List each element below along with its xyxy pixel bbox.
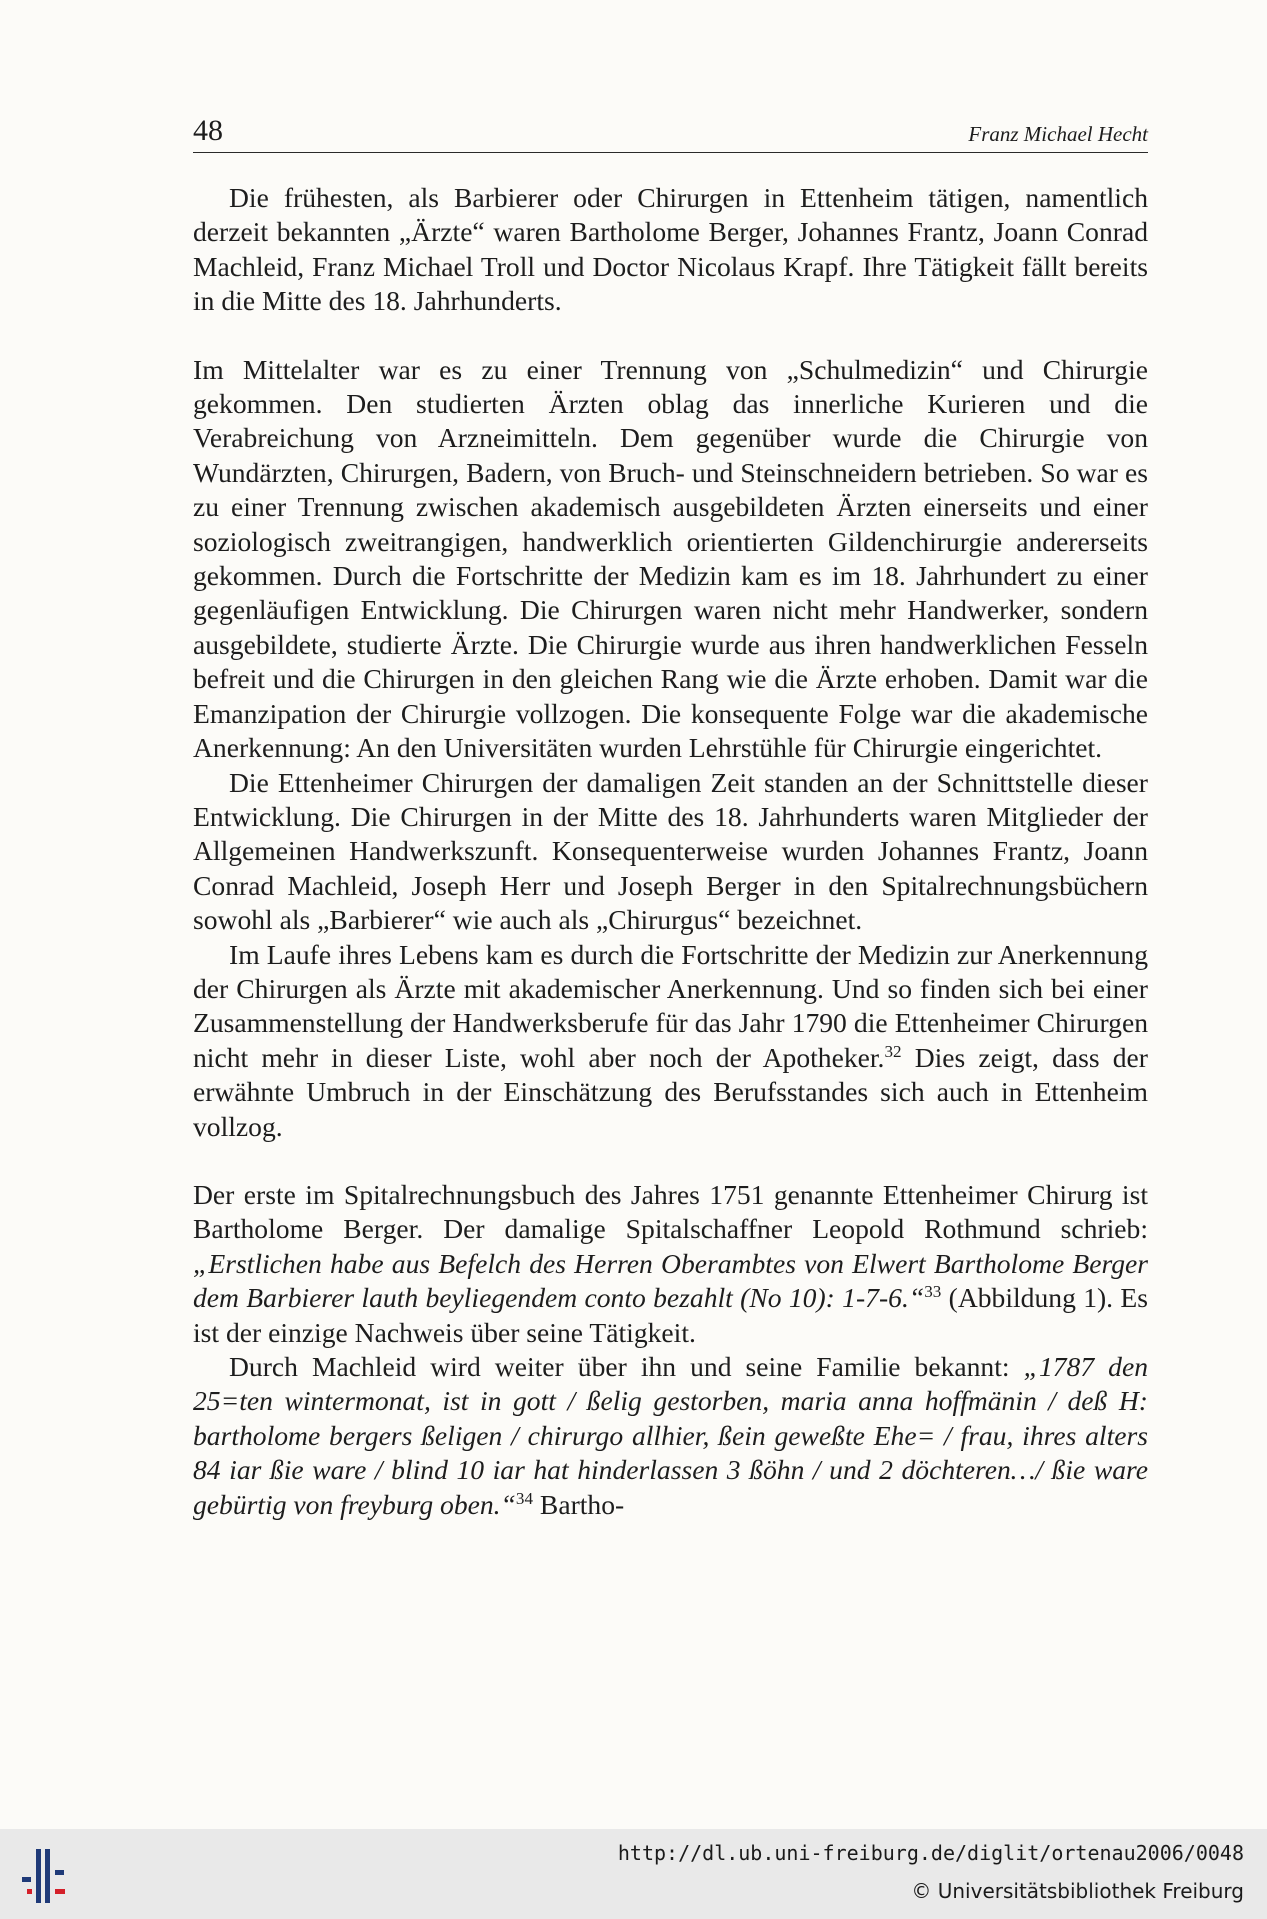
ub-freiburg-logo-icon <box>14 1847 82 1905</box>
quoted-source-text: „Erstlichen habe aus Befelch des Herren Oberambtes von Elwert Bartholome Berger dem Barbierer lauth beyliegendem conto bezahlt (No 10): 1-7-6.“ <box>193 1247 1148 1314</box>
paragraph <box>193 181 1148 319</box>
paragraph-text: Bartho- <box>533 1488 625 1520</box>
footer-bar <box>0 1829 1267 1919</box>
running-head: Franz Michael Hecht <box>968 122 1148 146</box>
page-number: 48 <box>193 114 223 147</box>
paragraph <box>193 766 1148 938</box>
paragraph-text: Die frühesten, als Barbierer oder Chirurgen in Ettenheim tätigen, namentlich derzeit bekannten „Ärzte“ waren Bartholome Berger, Johannes Frantz, Joann Conrad Machleid, Franz Michael Troll und Doctor Nicolaus Krapf. Ihre Tätigkeit fällt bereits in die Mitte des 18. Jahrhunderts. <box>193 182 1148 317</box>
paragraph-text: Der erste im Spitalrechnungsbuch des Jahres 1751 genannte Ettenheimer Chirurg ist Bartholome Berger. Der damalige Spitalschaffner Leopold Rothmund schrieb: <box>193 1178 1148 1245</box>
footnote-reference: 32 <box>884 1041 902 1061</box>
page-header <box>193 112 1148 153</box>
paragraph-text: Die Ettenheimer Chirurgen der damaligen Zeit standen an der Schnittstelle dieser Entwicklung. Die Chirurgen in der Mitte des 18. Jahrhunderts waren Mitglieder der Allgemeinen Handwerkszunft. Konsequenterweise wurden Johannes Frantz, Joann Conrad Machleid, Joseph Herr und Joseph Berger in den Spitalrechnungsbüchern sowohl als „Barbierer“ wie auch als „Chirurgus“ bezeichnet. <box>193 766 1148 936</box>
paragraph-text: Im Laufe ihres Lebens kam es durch die Fortschritte der Medizin zur Anerkennung der Chirurgen als Ärzte mit akademischer Anerkennung. Und so finden sich bei einer Zusammenstellung der Handwerksberufe für das Jahr 1790 die Ettenheimer Chirurgen nicht mehr in dieser Liste, wohl aber noch der Apotheker. <box>193 938 1148 1073</box>
paragraph-text: Durch Machleid wird weiter über ihn und seine Familie bekannt: <box>229 1351 1024 1382</box>
paragraph-text: Im Mittelalter war es zu einer Trennung von „Schulmedizin“ und Chirurgie gekommen. Den studierten Ärzten oblag das innerliche Kurieren und die Verabreichung von Arzneimitteln. Dem gegenüber wurde die Chirurgie von Wundärzten, Chirurgen, Badern, von Bruch- und Steinschneidern betrieben. So war es zu einer Trennung zwischen akademisch ausgebildeten Ärzten einerseits und einer soziologisch zweitrangigen, handwerklich orientierten Gildenchirurgie andererseits gekommen. Durch die Fortschritte der Medizin kam es im 18. Jahrhundert zu einer gegenläufigen Entwicklung. Die Chirurgen waren nicht mehr Handwerker, sondern ausgebildete, studierte Ärzte. Die Chirurgie wurde aus ihren handwerklichen Fesseln befreit und die Chirurgen in den gleichen Rang wie die Ärzte erhoben. Damit war die Emanzipation der Chirurgie vollzogen. Die konsequente Folge war die akademische Anerkennung: An den Universitäten wurden Lehrstühle für Chirurgie eingerichtet. <box>193 353 1148 764</box>
body-text <box>193 181 1148 1522</box>
source-url-link[interactable]: http://dl.ub.uni-freiburg.de/diglit/ortenau2006/0048 <box>617 1841 1244 1865</box>
quoted-source-text: „1787 den 25=ten wintermonat, ist in gott / ßelig gestorben, maria anna hoffmänin / deß H: bartholome bergers ßeligen / chirurgo allhier, ßein geweßte Ehe= / frau, ihres alters 84 iar ßie ware / blind 10 iar hat hinderlassen 3 ßöhn / und 2 döchteren…/ ßie ware gebürtig von freyburg oben.“ <box>193 1351 1148 1520</box>
copyright-notice: © Universitätsbibliothek Freiburg <box>911 1879 1244 1903</box>
paragraph-text: Dies zeigt, dass der erwähnte Umbruch in der Einschätzung des Berufsstandes sich auch in Ettenheim vollzog. <box>193 1041 1148 1142</box>
footnote-reference: 33 <box>924 1282 942 1301</box>
paragraph <box>193 1350 1148 1522</box>
paragraph <box>193 938 1148 1144</box>
paragraph <box>193 1178 1148 1350</box>
footnote-reference: 34 <box>515 1488 534 1508</box>
paragraph-text: (Abbildung 1). Es ist der einzige Nachweis über seine Tätigkeit. <box>193 1282 1149 1348</box>
paragraph <box>193 353 1148 766</box>
